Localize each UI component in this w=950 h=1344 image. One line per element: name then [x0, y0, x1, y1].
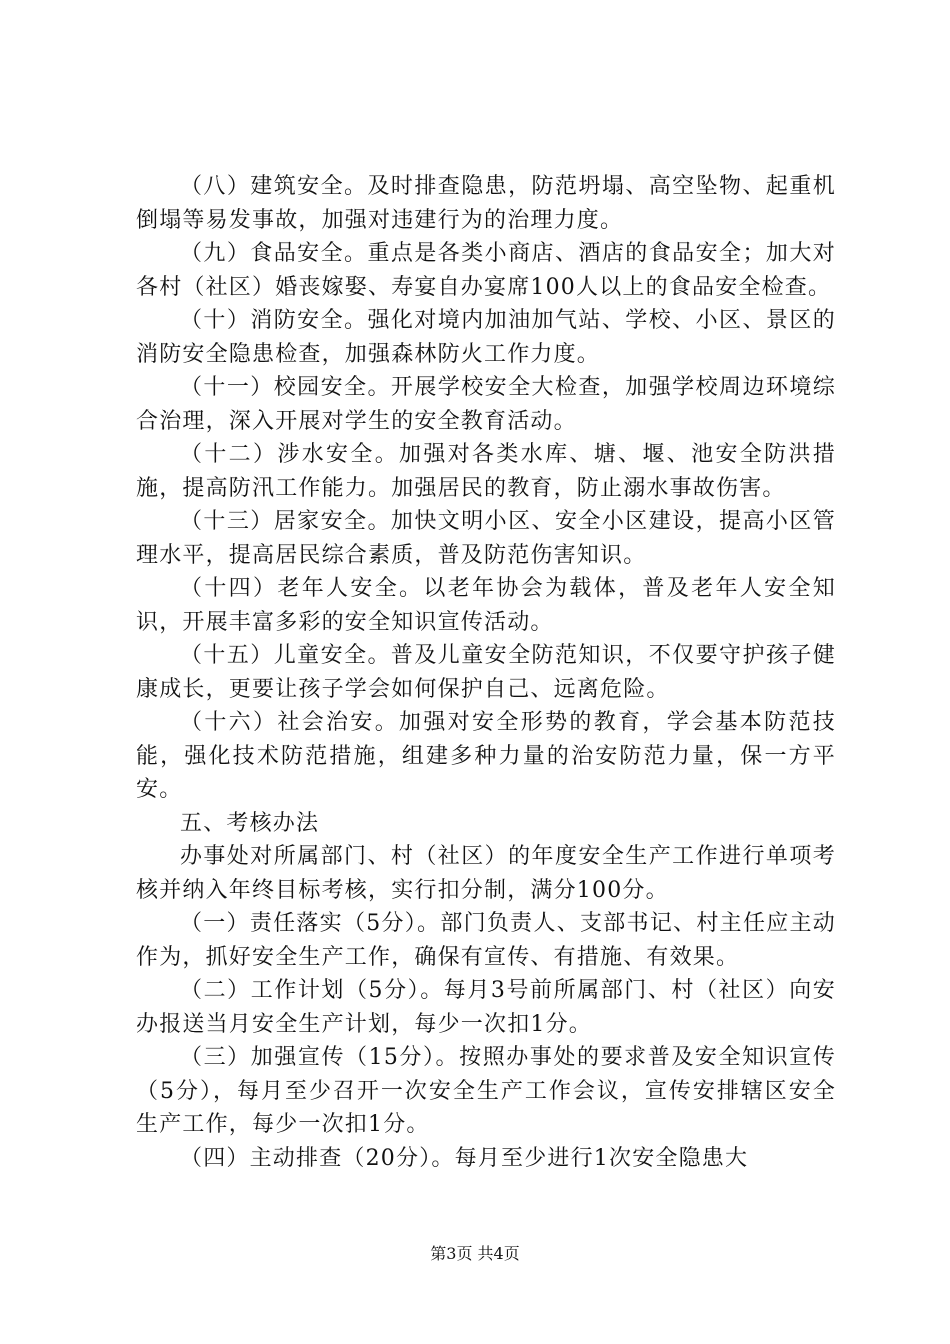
paragraph-inspection: （四）主动排查（20分）。每月至少进行1次安全隐患大: [180, 1145, 749, 1171]
paragraph-public-security: （十六）社会治安。加强对安全形势的教育，学会基本防范技能，强化技术防范措施，组建多种力量的治安防范力量，保一方平安。: [136, 710, 836, 802]
paragraph-work-plan: （二）工作计划（5分）。每月3号前所属部门、村（社区）向安办报送当月安全生产计划，每少一次扣1分。: [136, 978, 836, 1037]
document-body: [136, 170, 836, 1175]
paragraph-assessment-intro: 办事处对所属部门、村（社区）的年度安全生产工作进行单项考核并纳入年终目标考核，实行扣分制，满分100分。: [136, 844, 836, 903]
paragraph-food-safety: （九）食品安全。重点是各类小商店、酒店的食品安全；加大对各村（社区）婚丧嫁娶、寿宴自办宴席100人以上的食品安全检查。: [136, 241, 836, 300]
section-heading-assessment: 五、考核办法: [180, 810, 320, 836]
paragraph-child-safety: （十五）儿童安全。普及儿童安全防范知识，不仅要守护孩子健康成长，更要让孩子学会如何保护自己、远离危险。: [136, 643, 836, 702]
paragraph-campus-safety: （十一）校园安全。开展学校安全大检查，加强学校周边环境综合治理，深入开展对学生的安全教育活动。: [136, 375, 836, 434]
paragraph-fire-safety: （十）消防安全。强化对境内加油加气站、学校、小区、景区的消防安全隐患检查，加强森林防火工作力度。: [136, 308, 836, 367]
paragraph-publicity: （三）加强宣传（15分）。按照办事处的要求普及安全知识宣传（5分），每月至少召开一次安全生产工作会议，宣传安排辖区安全生产工作，每少一次扣1分。: [136, 1045, 836, 1137]
paragraph-building-safety: （八）建筑安全。及时排查隐患，防范坍塌、高空坠物、起重机倒塌等易发事故，加强对违建行为的治理力度。: [136, 174, 836, 233]
page-footer: 第3页 共4页: [430, 1244, 520, 1263]
paragraph-water-safety: （十二）涉水安全。加强对各类水库、塘、堰、池安全防洪措施，提高防汛工作能力。加强居民的教育，防止溺水事故伤害。: [136, 442, 836, 501]
paragraph-home-safety: （十三）居家安全。加快文明小区、安全小区建设，提高小区管理水平，提高居民综合素质，普及防范伤害知识。: [136, 509, 836, 568]
paragraph-responsibility: （一）责任落实（5分）。部门负责人、支部书记、村主任应主动作为，抓好安全生产工作，确保有宣传、有措施、有效果。: [136, 911, 836, 970]
paragraph-elderly-safety: （十四）老年人安全。以老年协会为载体，普及老年人安全知识，开展丰富多彩的安全知识宣传活动。: [136, 576, 836, 635]
